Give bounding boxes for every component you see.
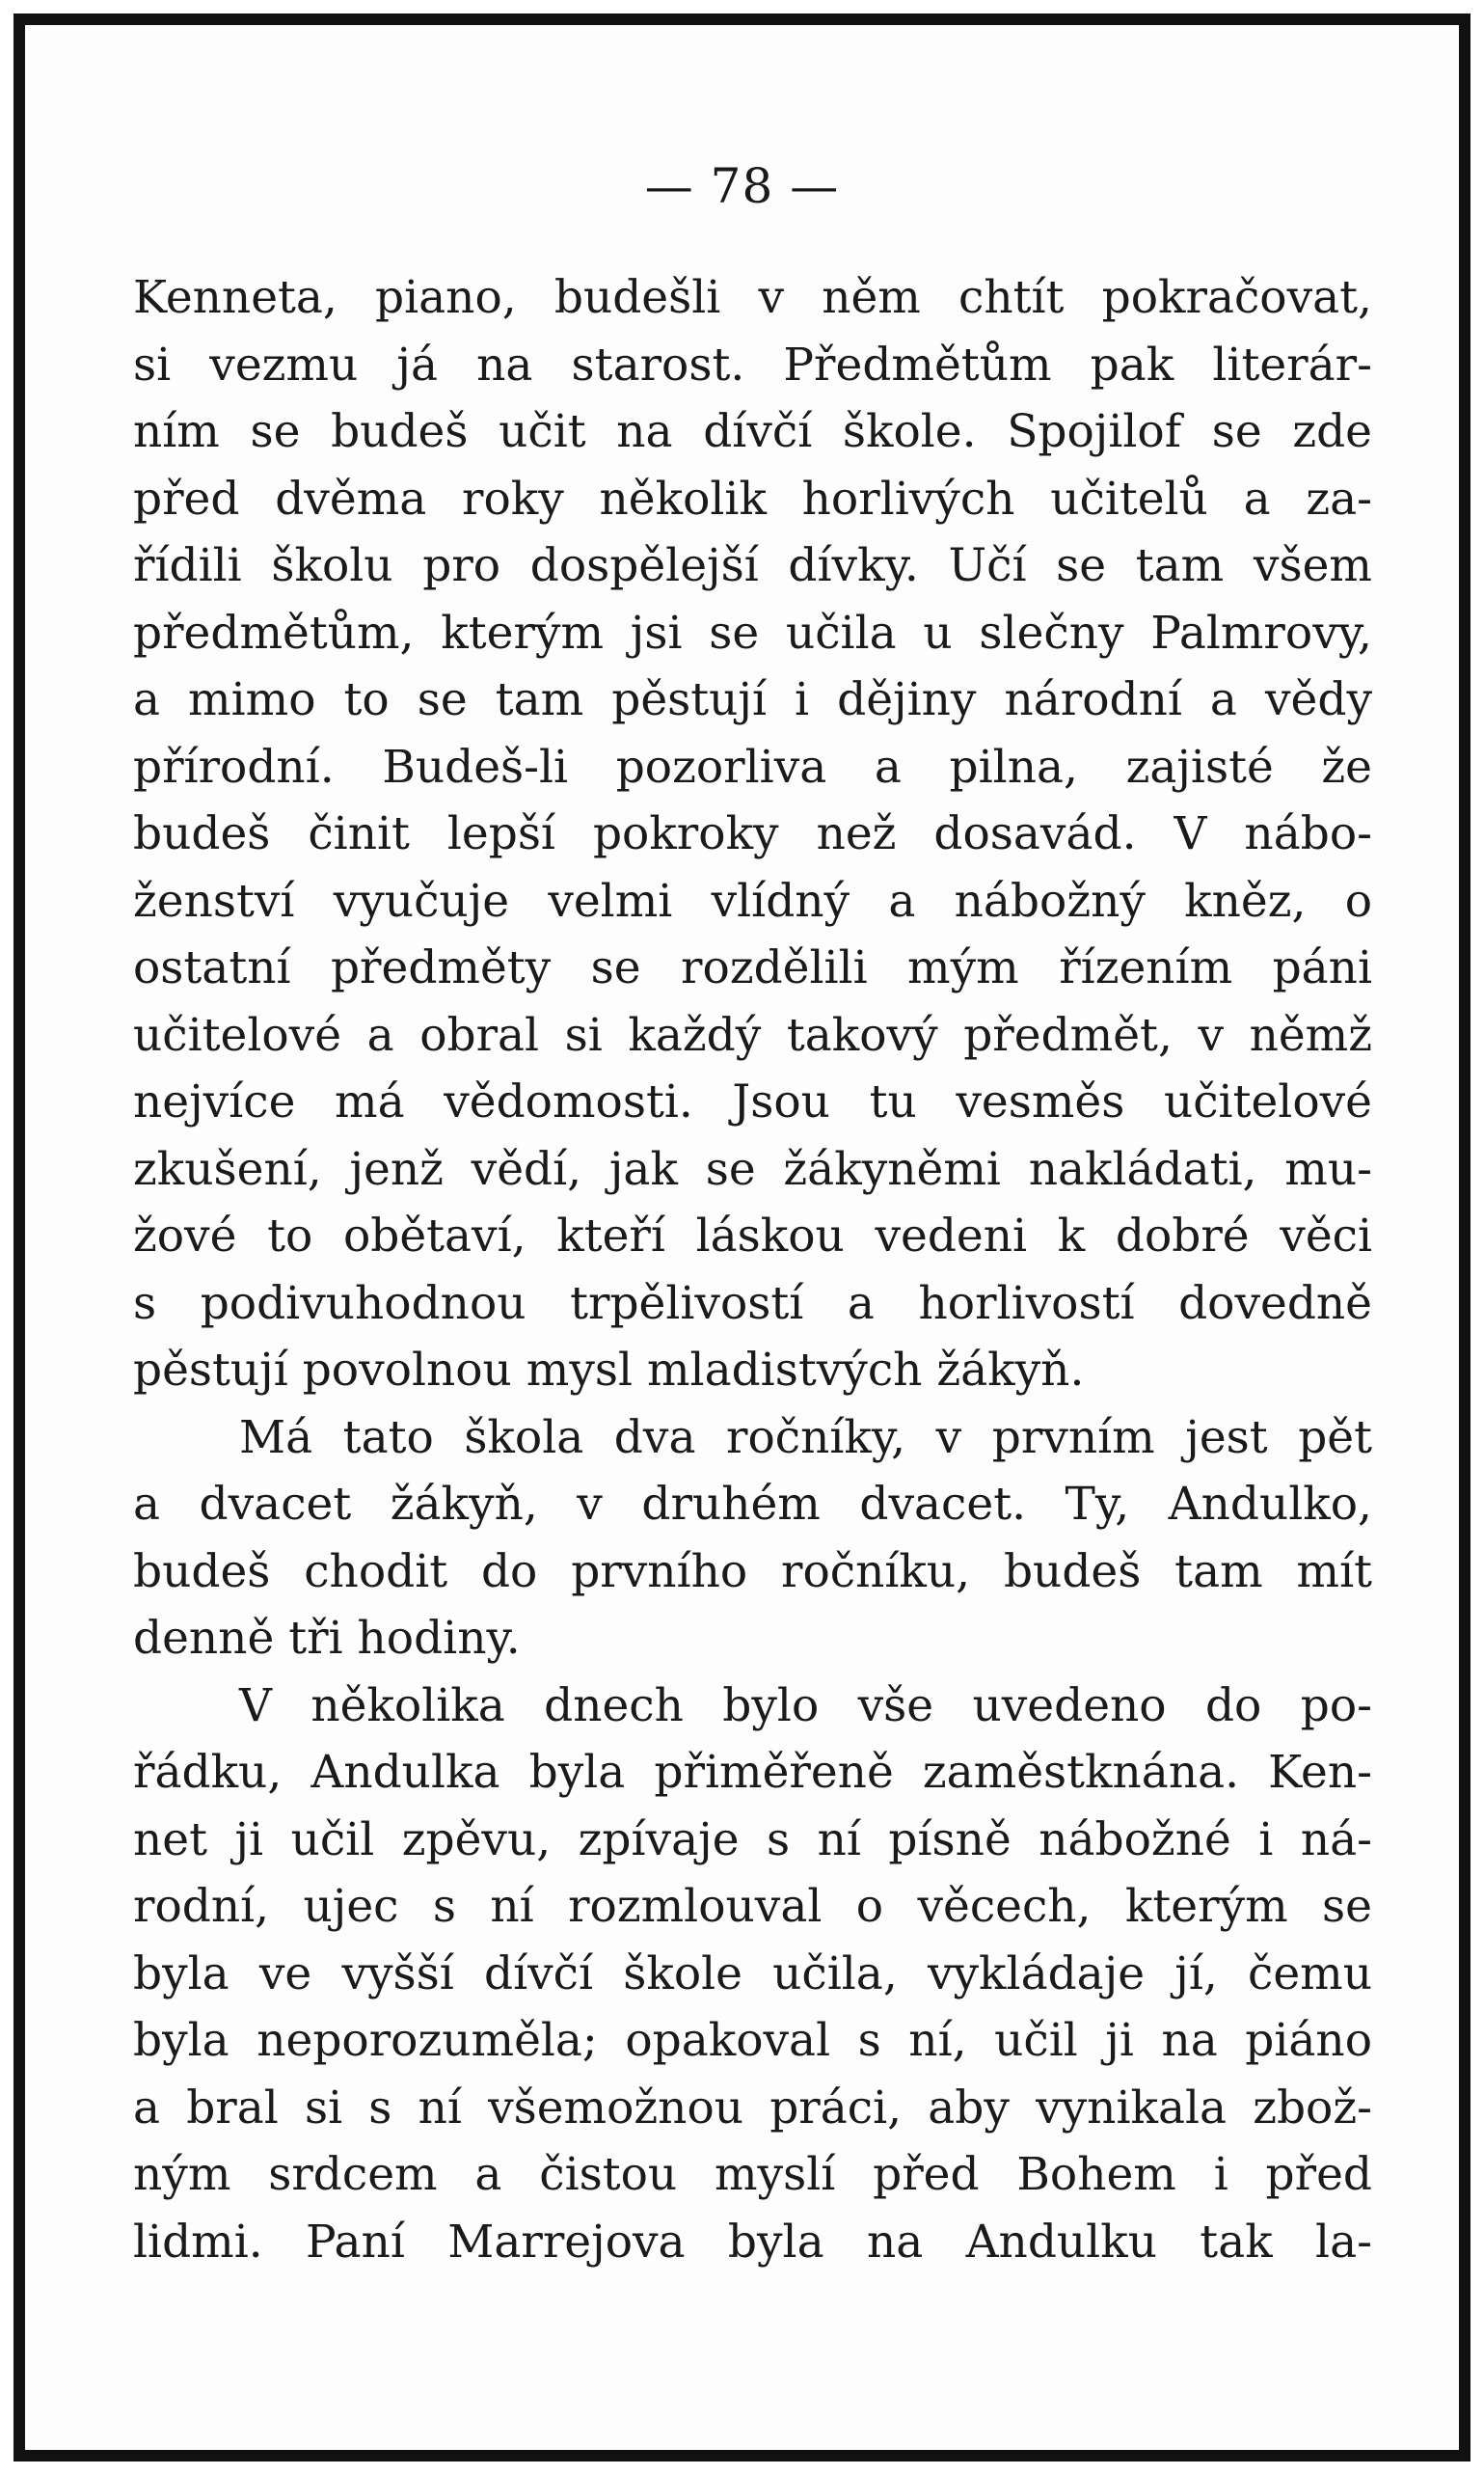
text-line: nejvíce má vědomosti. Jsou tu vesměs učitelové	[133, 1075, 1372, 1129]
text-line: ným srdcem a čistou myslí před Bohem i před	[133, 2148, 1372, 2201]
text-line: a dvacet žákyň, v druhém dvacet. Ty, Andulko,	[133, 1478, 1372, 1531]
text-line: s podivuhodnou trpělivostí a horlivostí dovedně	[133, 1276, 1372, 1330]
text-line: V několika dnech bylo vše uvedeno do po-	[239, 1678, 1372, 1732]
text-line: budeš činit lepší pokroky než dosavád. V nábo-	[133, 807, 1372, 860]
text-line: a bral si s ní všemožnou práci, aby vynikala zbož-	[133, 2081, 1372, 2135]
text-line: ním se budeš učit na dívčí škole. Spojilof se zde	[133, 405, 1372, 458]
text-line: si vezmu já na starost. Předmětům pak literár-	[133, 338, 1372, 392]
text-line: žové to obětaví, kteří láskou vedeni k dobré věci	[133, 1210, 1372, 1263]
text-line: Má tato škola dva ročníky, v prvním jest pět	[239, 1410, 1372, 1464]
text-line: učitelové a obral si každý takový předmět, v němž	[133, 1008, 1372, 1062]
text-line: pěstují povolnou mysl mladistvých žákyň.	[133, 1344, 1085, 1397]
text-line: Kenneta, piano, budešli v něm chtít pokračovat,	[133, 271, 1372, 324]
text-line: řídili školu pro dospělejší dívky. Učí se tam všem	[133, 539, 1372, 592]
text-line: budeš chodit do prvního ročníku, budeš tam mít	[133, 1544, 1372, 1598]
text-line: řádku, Andulka byla přiměřeně zaměstknána. Ken-	[133, 1746, 1372, 1799]
body-text	[133, 264, 1372, 2275]
text-line: zkušení, jenž vědí, jak se žákyněmi nakládati, mu-	[133, 1142, 1372, 1196]
text-line: byla neporozuměla; opakoval s ní, učil ji na piáno	[133, 2014, 1372, 2067]
text-line: přírodní. Budeš-li pozorliva a pilna, zajisté že	[133, 740, 1372, 794]
text-line: net ji učil zpěvu, zpívaje s ní písně nábožné i ná-	[133, 1812, 1372, 1866]
text-line: před dvěma roky několik horlivých učitelů a za-	[133, 472, 1372, 526]
text-line: a mimo to se tam pěstují i dějiny národní a vědy	[133, 673, 1372, 726]
page-number: — 78 —	[644, 158, 840, 214]
text-line: ostatní předměty se rozdělili mým řízením páni	[133, 941, 1372, 994]
text-line: denně tři hodiny.	[133, 1612, 521, 1665]
page-frame	[13, 14, 1471, 2461]
text-line: předmětům, kterým jsi se učila u slečny Palmrovy,	[133, 606, 1372, 660]
text-line: lidmi. Paní Marrejova byla na Andulku tak la-	[133, 2215, 1372, 2269]
text-line: rodní, ujec s ní rozmlouval o věcech, kterým se	[133, 1880, 1372, 1933]
text-line: ženství vyučuje velmi vlídný a nábožný kněz, o	[133, 874, 1372, 928]
text-line: byla ve vyšší dívčí škole učila, vykládaje jí, čemu	[133, 1946, 1372, 2000]
